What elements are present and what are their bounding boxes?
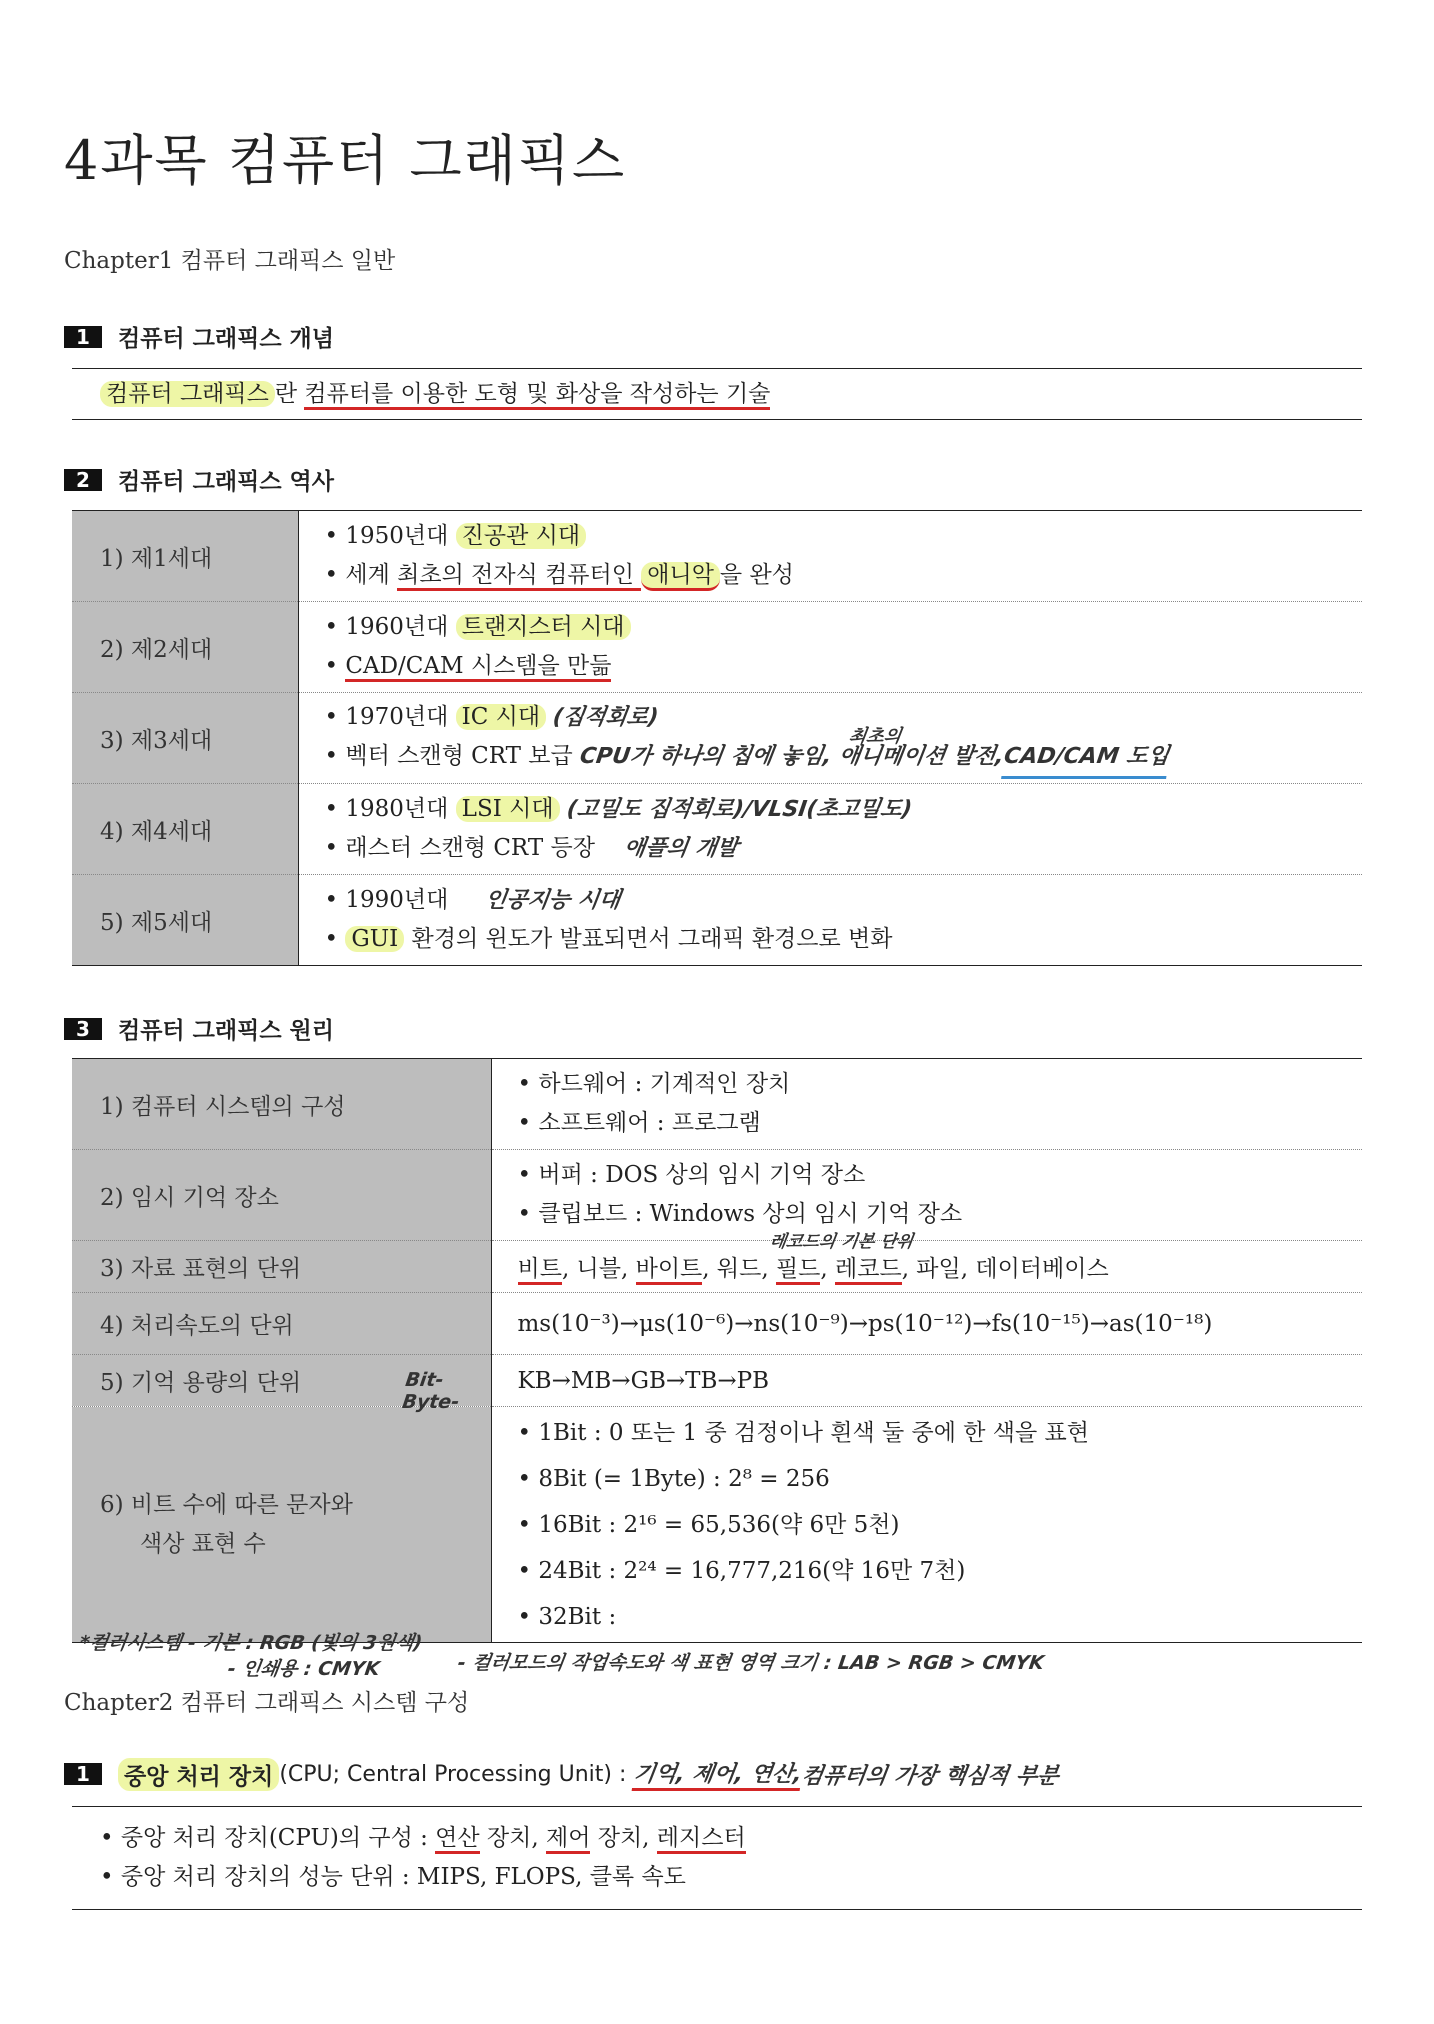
handwritten-note: - 인쇄용 : CMYK (226, 1658, 382, 1680)
definition-box (72, 368, 1362, 420)
text: , 워드, (702, 1256, 776, 1282)
bullet-text: • 24Bit : 2²⁴ = 16,777,216(약 16만 7천) (518, 1548, 1363, 1594)
handwritten-note: 애니메이션 발전, (837, 743, 1006, 769)
table-row (72, 1293, 1362, 1355)
text: 을 완성 (719, 562, 794, 588)
principle-table (72, 1058, 1362, 1643)
table-row (72, 511, 1362, 602)
bullet-text: • 16Bit : 2¹⁶ = 65,536(약 6만 5천) (518, 1502, 1363, 1548)
underline: 레지스터 (657, 1825, 746, 1854)
text: , (820, 1256, 836, 1282)
highlight: 애니악 (641, 562, 720, 591)
handwritten-note: *컬러시스템 - 기본 : RGB (빛의 3원색) (78, 1632, 424, 1654)
row-content (298, 602, 1362, 693)
section-title: 컴퓨터 그래픽스 원리 (118, 1017, 334, 1044)
handwritten-note: CAD/CAM 도입 (1001, 737, 1172, 779)
bullet-text: • 8Bit (= 1Byte) : 2⁸ = 256 (518, 1456, 1363, 1502)
row-label: 5) 제5세대 (72, 875, 298, 966)
row-content (298, 875, 1362, 966)
handwritten-note: 레코드의 기본 단위 (767, 1232, 914, 1252)
text: 벡터 스캔형 CRT 보급 (345, 742, 581, 769)
handwritten-note: Bit-Byte- (400, 1369, 461, 1413)
row-label: 1) 제1세대 (72, 511, 298, 602)
underline: 레코드 (835, 1256, 902, 1285)
text: 환경의 윈도가 발표되면서 그래픽 환경으로 변화 (404, 926, 893, 952)
highlight: 트랜지스터 시대 (456, 614, 631, 640)
table-row (72, 1059, 1362, 1150)
table-row (72, 602, 1362, 693)
table-row (72, 1241, 1362, 1293)
chapter1-heading: Chapter1 컴퓨터 그래픽스 일반 (64, 248, 396, 274)
handwritten-note: 최초의 (847, 725, 903, 747)
row-content (298, 784, 1362, 875)
table-row (72, 1407, 1362, 1643)
section-number: 1 (64, 1763, 102, 1785)
chapter2-heading: Chapter2 컴퓨터 그래픽스 시스템 구성 (64, 1690, 470, 1716)
section-title: 컴퓨터 그래픽스 역사 (118, 468, 334, 495)
text: 장치, (590, 1825, 657, 1851)
row-label (72, 1355, 491, 1413)
row-content: ms(10⁻³)→μs(10⁻⁶)→ns(10⁻⁹)→ps(10⁻¹²)→fs(10⁻¹⁵)→as(10⁻¹⁸) (491, 1293, 1362, 1355)
text: 중앙 처리 장치(CPU)의 구성 : (120, 1825, 436, 1851)
section3-heading (64, 1012, 334, 1045)
text: , 파일, 데이터베이스 (901, 1256, 1109, 1282)
text: 래스터 스캔형 CRT 등장 (345, 835, 595, 861)
handwritten-note: (고밀도 집적회로)/VLSI(초고밀도) (565, 797, 914, 822)
highlight: 진공관 시대 (456, 523, 586, 549)
row-label: 4) 처리속도의 단위 (72, 1293, 491, 1355)
row-label: 2) 임시 기억 장소 (72, 1150, 491, 1241)
term-highlight: 컴퓨터 그래픽스 (100, 381, 275, 407)
section1-heading (64, 320, 334, 353)
page-title: 4과목 컴퓨터 그래픽스 (64, 129, 627, 192)
table-row (72, 875, 1362, 966)
underline: 비트 (518, 1256, 562, 1285)
cpu-section-heading (64, 1757, 1058, 1791)
text: 1980년대 (345, 796, 456, 822)
underline: CAD/CAM 시스템을 만듦 (345, 653, 611, 682)
table-row (72, 784, 1362, 875)
definition-text: 컴퓨터를 이용한 도형 및 화상을 작성하는 기술 (304, 381, 770, 410)
text: 1990년대 (345, 887, 456, 913)
text: , 니블, (561, 1256, 636, 1282)
handwritten-note: 애플의 개발 (622, 836, 740, 861)
text: 장치, (479, 1825, 546, 1851)
label-text: 5) 기억 용량의 단위 (100, 1370, 302, 1396)
row-content (298, 511, 1362, 602)
row-label: 2) 제2세대 (72, 602, 298, 693)
handwritten-note: 기억, 제어, 연산, (631, 1757, 804, 1791)
underline: 연산 (435, 1825, 479, 1854)
highlight: GUI (345, 926, 404, 952)
bullet-text: • 하드웨어 : 기계적인 장치 (518, 1065, 1363, 1104)
section-number: 2 (64, 469, 102, 491)
cpu-bullet-list (72, 1806, 1362, 1910)
text: 1960년대 (345, 614, 456, 640)
underline: 제어 (546, 1825, 590, 1854)
row-label: 3) 자료 표현의 단위 (72, 1241, 491, 1293)
handwritten-note: - 컬러모드의 작업속도와 색 표현 영역 크기 : LAB > RGB > CMYK (456, 1652, 1046, 1674)
section-title: 컴퓨터 그래픽스 개념 (118, 325, 334, 352)
section-number: 3 (64, 1018, 102, 1040)
handwritten-note: 컴퓨터의 가장 핵심적 부분 (799, 1763, 1060, 1789)
heading-text: (CPU; Central Processing Unit) : (279, 1761, 627, 1787)
row-content (491, 1407, 1362, 1643)
section2-heading (64, 463, 334, 496)
row-label (72, 1407, 491, 1643)
row-content (298, 693, 1362, 784)
row-label: 1) 컴퓨터 시스템의 구성 (72, 1059, 491, 1150)
label-line: 색상 표현 수 (140, 1530, 266, 1557)
label-line: 6) 비트 수에 따른 문자와 (100, 1491, 353, 1518)
handwritten-note: 인공지능 시대 (483, 888, 622, 913)
text: 세계 (345, 562, 398, 588)
bullet-text: • 32Bit : (518, 1594, 1363, 1640)
text: 1950년대 (345, 523, 456, 549)
bullet-text: • 버퍼 : DOS 상의 임시 기억 장소 (518, 1156, 1363, 1195)
row-label: 3) 제3세대 (72, 693, 298, 784)
bullet-text: • 중앙 처리 장치의 성능 단위 : MIPS, FLOPS, 클록 속도 (100, 1858, 1362, 1897)
row-label: 4) 제4세대 (72, 784, 298, 875)
underline: 필드 (776, 1256, 820, 1285)
highlight: LSI 시대 (456, 796, 560, 822)
handwritten-note: (집적회로) (551, 704, 661, 730)
table-row (72, 1150, 1362, 1241)
row-content (491, 1059, 1362, 1150)
bullet-text: • 소프트웨어 : 프로그램 (518, 1104, 1363, 1143)
heading-highlight: 중앙 처리 장치 (118, 1758, 279, 1791)
row-content: KB→MB→GB→TB→PB (491, 1355, 1362, 1407)
bullet-text: • 1Bit : 0 또는 1 중 검정이나 흰색 둘 중에 한 색을 표현 (518, 1410, 1363, 1456)
row-content (491, 1232, 1362, 1293)
section-number: 1 (64, 326, 102, 348)
underline: 최초의 전자식 컴퓨터인 (397, 562, 641, 591)
history-table (72, 510, 1362, 966)
handwritten-note: CPU가 하나의 칩에 놓임, (578, 743, 834, 769)
highlight: IC 시대 (456, 704, 546, 730)
text: 1970년대 (345, 703, 456, 730)
bullet-text: • 클립보드 : Windows 상의 임시 기억 장소 (518, 1195, 1363, 1234)
row-content (491, 1150, 1362, 1241)
table-row (72, 693, 1362, 784)
table-row (72, 1355, 1362, 1407)
particle: 란 (274, 381, 305, 407)
underline: 바이트 (636, 1256, 703, 1285)
